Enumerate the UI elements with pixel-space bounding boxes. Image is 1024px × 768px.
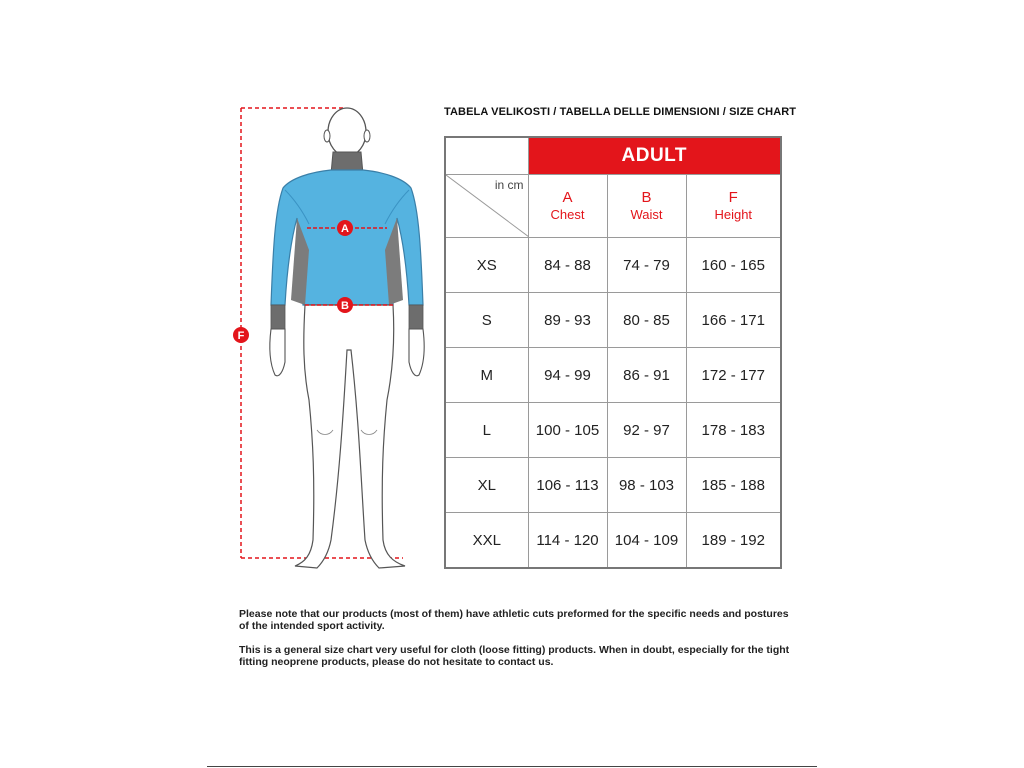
body-figure-svg [225,100,425,580]
table-row [445,513,781,569]
waist-cell: 80 - 85 [607,293,686,348]
height-cell: 178 - 183 [686,403,781,458]
height-cell: 189 - 192 [686,513,781,569]
table-row [445,458,781,513]
column-name: Waist [630,207,663,223]
note-athletic-cuts: Please note that our products (most of them) have athletic cuts preformed for the specific needs and postures of the intended sport activity. [239,608,789,632]
size-cell: S [445,293,528,348]
waist-cell: 98 - 103 [607,458,686,513]
column-name: Height [714,207,753,223]
chest-cell: 106 - 113 [528,458,607,513]
table-row [445,348,781,403]
chart-title: TABELA VELIKOSTI / TABELLA DELLE DIMENSIONI / SIZE CHART [444,106,797,118]
chest-cell: 114 - 120 [528,513,607,569]
table-unit-cell [445,175,528,238]
height-cell: 166 - 171 [686,293,781,348]
table-row [445,403,781,458]
adult-header: ADULT [528,137,781,175]
bottom-divider [207,766,817,767]
body-figure-illustration [225,100,425,580]
chest-cell: 100 - 105 [528,403,607,458]
height-cell: 172 - 177 [686,348,781,403]
chest-cell: 94 - 99 [528,348,607,403]
right-cuff [409,305,423,329]
table-row [445,293,781,348]
left-cuff [271,305,285,329]
column-name: Chest [550,207,585,223]
column-letter: F [728,188,738,206]
table-corner-top [445,137,528,175]
legs-shape [295,305,405,568]
notes-section [239,608,799,680]
left-hand [270,329,285,376]
waist-marker-label: B [341,300,349,312]
column-letter: A [562,188,573,206]
column-header-chest [528,175,607,238]
column-header-waist [607,175,686,238]
waist-cell: 86 - 91 [607,348,686,403]
size-cell: XS [445,238,528,293]
height-cell: 160 - 165 [686,238,781,293]
chest-cell: 89 - 93 [528,293,607,348]
waist-cell: 92 - 97 [607,403,686,458]
note-general-size-chart: This is a general size chart very useful for cloth (loose fitting) products. When in doubt, especially for the tight fitting neoprene products, please do not hesitate to contact us. [239,644,790,668]
table-row [445,238,781,293]
chest-cell: 84 - 88 [528,238,607,293]
size-table [444,136,782,569]
column-header-height [686,175,781,238]
height-cell: 185 - 188 [686,458,781,513]
size-cell: XL [445,458,528,513]
right-hand [409,329,424,376]
table-column-header-row [445,175,781,238]
chest-marker-label: A [341,223,349,235]
size-cell: XXL [445,513,528,569]
head-shape [324,108,370,156]
waist-cell: 74 - 79 [607,238,686,293]
unit-label: in cm [494,178,524,192]
waist-cell: 104 - 109 [607,513,686,569]
height-marker-label: F [237,330,245,342]
size-cell: M [445,348,528,403]
size-cell: L [445,403,528,458]
column-letter: B [641,188,652,206]
height-marker [233,327,249,343]
table-group-header-row [445,137,781,175]
